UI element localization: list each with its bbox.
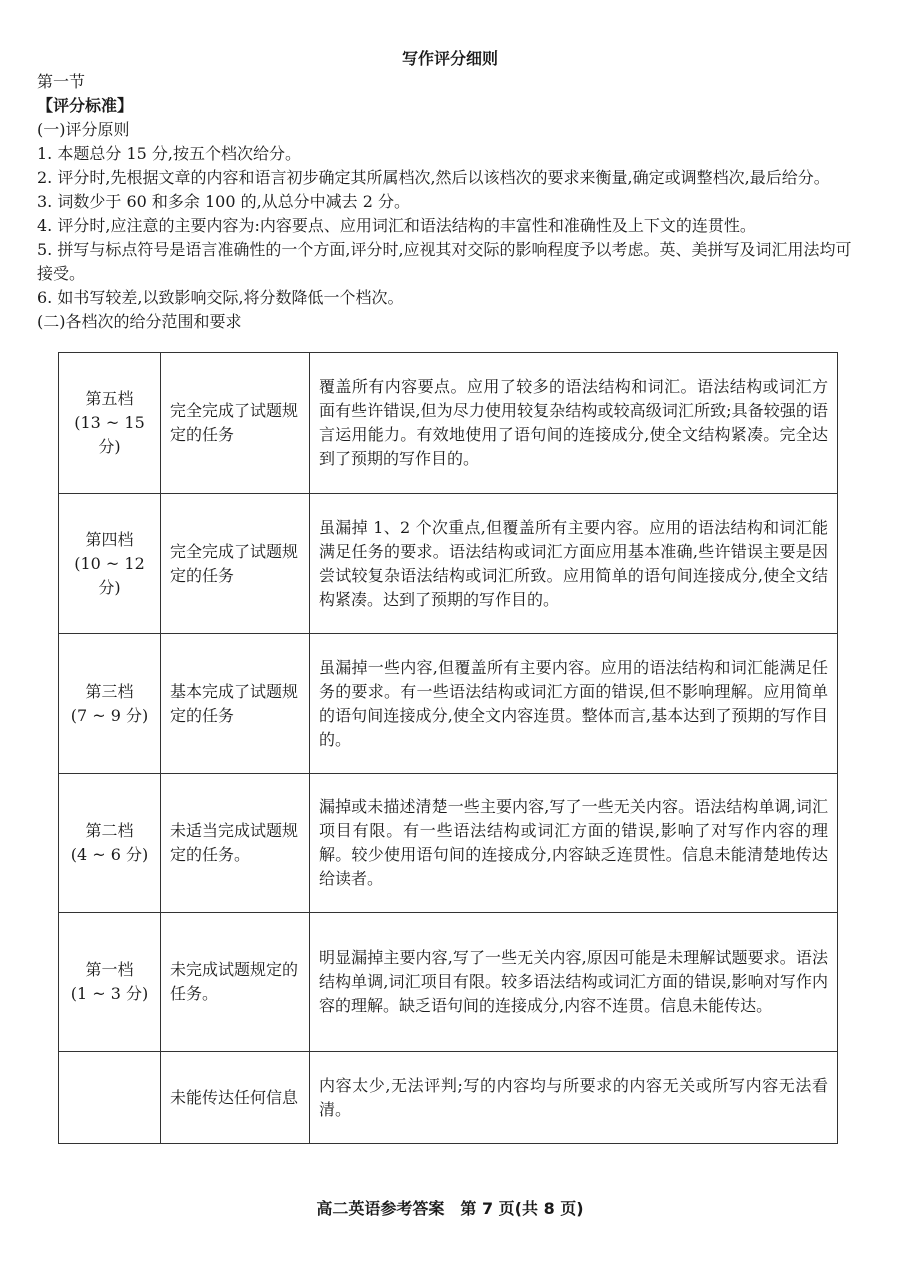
scoring-rules-text [37, 70, 867, 334]
task-cell: 完全完成了试题规定的任务 [161, 494, 310, 634]
principle-item: 5. 拼写与标点符号是语言准确性的一个方面,评分时,应视其对交际的影响程度予以考虑。英、美拼写及词汇用法均可接受。 [37, 240, 852, 283]
page-footer: 高二英语参考答案 第 7 页(共 8 页) [316, 1199, 584, 1218]
description-cell: 覆盖所有内容要点。应用了较多的语法结构和词汇。语法结构或词汇方面有些许错误,但为尽力使用较复杂结构或较高级词汇所致;具备较强的语言运用能力。有效地使用了语句间的连接成分,使全文结构紧凑。完全达到了预期的写作目的。 [310, 353, 838, 494]
task-cell: 未适当完成试题规定的任务。 [161, 774, 310, 913]
level-cell [59, 1052, 161, 1144]
table-row [59, 634, 838, 774]
principles-heading: (一)评分原则 [37, 120, 130, 139]
task-cell: 完全完成了试题规定的任务 [161, 353, 310, 494]
level-range: (7 ~ 9 分) [70, 705, 149, 725]
level-range: (10 ~ 12 分) [74, 553, 145, 597]
level-name: 第一档 [85, 960, 134, 979]
level-range: (4 ~ 6 分) [70, 845, 149, 864]
level-range: (13 ~ 15 分) [74, 413, 145, 456]
level-name: 第五档 [85, 389, 134, 408]
level-name: 第二档 [85, 821, 134, 840]
table-row [59, 1052, 838, 1144]
level-cell [59, 634, 161, 774]
description-cell: 虽漏掉 1、2 个次重点,但覆盖所有主要内容。应用的语法结构和词汇能满足任务的要求。语法结构或词汇方面应用基本准确,些许错误主要是因尝试较复杂语法结构或词汇所致。应用简单的语句间连接成分,使全文结构紧凑。达到了预期的写作目的。 [310, 494, 838, 634]
level-name: 第四档 [85, 529, 134, 549]
principle-item: 3. 词数少于 60 和多余 100 的,从总分中减去 2 分。 [37, 192, 411, 211]
table-row [59, 913, 838, 1052]
principle-item: 6. 如书写较差,以致影响交际,将分数降低一个档次。 [37, 288, 404, 307]
table-row [59, 774, 838, 913]
description-cell: 明显漏掉主要内容,写了一些无关内容,原因可能是未理解试题要求。语法结构单调,词汇项目有限。较多语法结构或词汇方面的错误,影响对写作内容的理解。缺乏语句间的连接成分,内容不连贯。信息未能传达。 [310, 913, 838, 1052]
section-heading: 第一节 [37, 72, 86, 91]
level-cell [59, 494, 161, 634]
principle-item: 2. 评分时,先根据文章的内容和语言初步确定其所属档次,然后以该档次的要求来衡量,确定或调整档次,最后给分。 [37, 168, 830, 187]
description-cell: 漏掉或未描述清楚一些主要内容,写了一些无关内容。语法结构单调,词汇项目有限。有一些语法结构或词汇方面的错误,影响了对写作内容的理解。较少使用语句间的连接成分,内容缺乏连贯性。信息未能清楚地传达给读者。 [310, 774, 838, 913]
standard-heading: 【评分标准】 [37, 96, 134, 115]
level-range: (1 ~ 3 分) [70, 984, 149, 1003]
level-name: 第三档 [85, 681, 134, 701]
description-cell: 内容太少,无法评判;写的内容均与所要求的内容无关或所写内容无法看清。 [310, 1052, 838, 1144]
principle-item: 4. 评分时,应注意的主要内容为:内容要点、应用词汇和语法结构的丰富性和准确性及上下文的连贯性。 [37, 216, 756, 235]
level-cell [59, 353, 161, 494]
principle-item: 1. 本题总分 15 分,按五个档次给分。 [37, 144, 301, 163]
task-cell: 基本完成了试题规定的任务 [161, 634, 310, 774]
level-cell [59, 913, 161, 1052]
description-cell: 虽漏掉一些内容,但覆盖所有主要内容。应用的语法结构和词汇能满足任务的要求。有一些语法结构或词汇方面的错误,但不影响理解。应用简单的语句间连接成分,使全文内容连贯。整体而言,基本达到了预期的写作目的。 [310, 634, 838, 774]
task-cell: 未能传达任何信息 [161, 1052, 310, 1144]
grade-levels-table [58, 352, 838, 1144]
page-title: 写作评分细则 [401, 49, 498, 68]
task-cell: 未完成试题规定的任务。 [161, 913, 310, 1052]
level-cell [59, 774, 161, 913]
table-row [59, 494, 838, 634]
table-row [59, 353, 838, 494]
levels-heading: (二)各档次的给分范围和要求 [37, 312, 242, 331]
